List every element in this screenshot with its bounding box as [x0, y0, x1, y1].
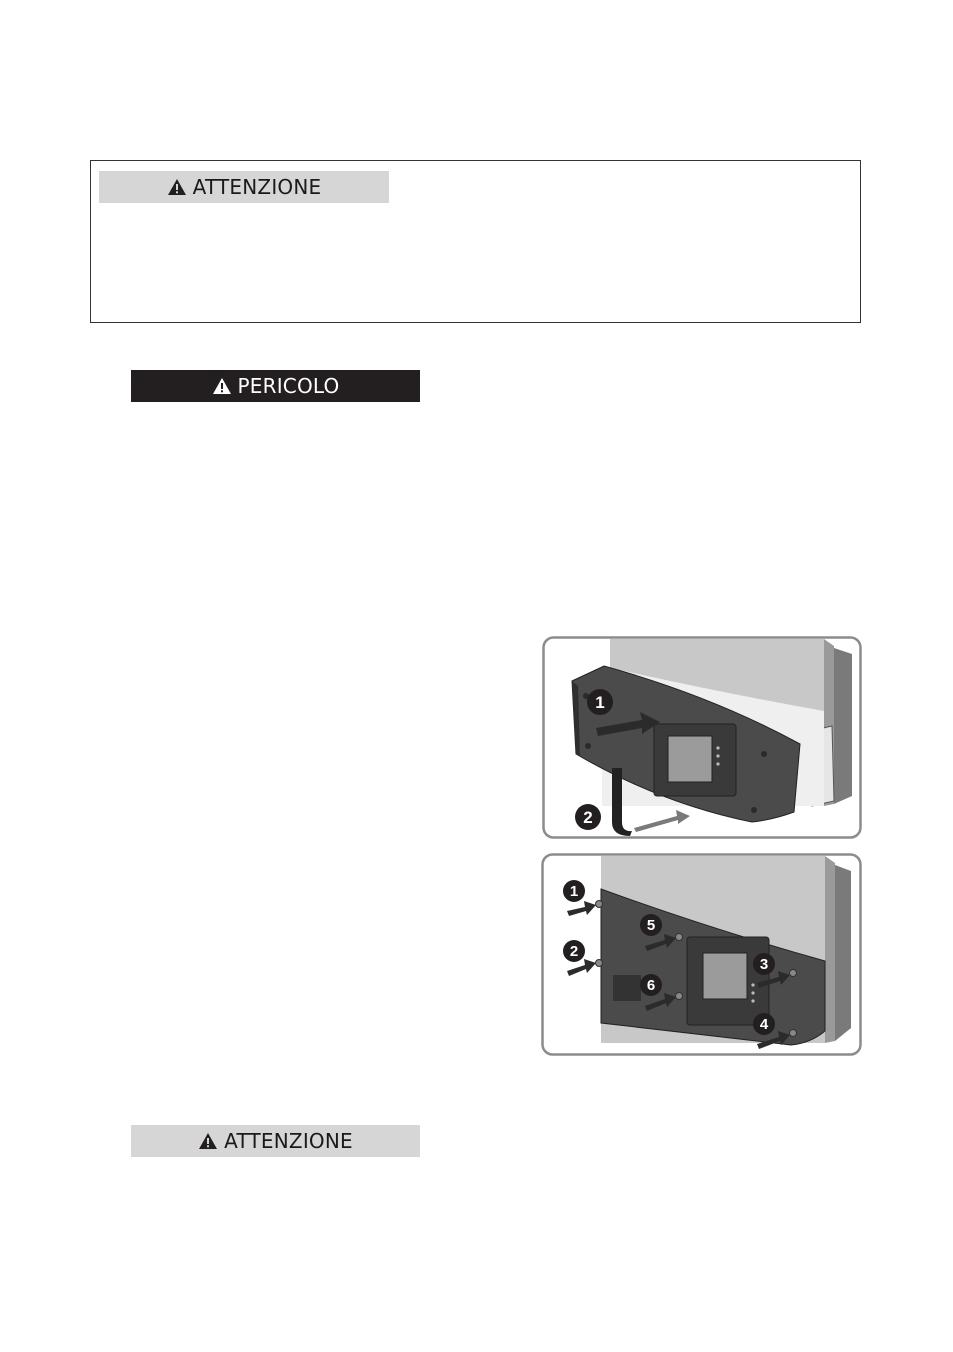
svg-text:2: 2	[569, 943, 579, 960]
step-badge-2	[575, 804, 601, 830]
screw-badge-6	[640, 974, 662, 996]
warning-triangle-icon	[212, 377, 232, 395]
screw-badge-2	[563, 940, 585, 962]
attention-label-text: ATTENZIONE	[192, 175, 322, 199]
svg-text:6: 6	[646, 977, 656, 994]
warning-triangle-icon	[167, 178, 187, 196]
danger-label	[131, 370, 420, 402]
svg-text:5: 5	[646, 917, 656, 934]
screw-badge-1	[563, 880, 585, 902]
danger-label-text: PERICOLO	[237, 374, 340, 398]
screw-sequence-figure	[541, 853, 862, 1057]
svg-text:1: 1	[595, 693, 605, 712]
svg-text:2: 2	[583, 808, 593, 827]
step-badge-1	[587, 689, 613, 715]
attention-label-top	[99, 171, 389, 203]
screw-badge-3	[753, 953, 775, 975]
cover-attach-figure	[542, 636, 862, 840]
svg-text:3: 3	[759, 956, 769, 973]
screw-badge-4	[753, 1013, 775, 1035]
svg-text:1: 1	[569, 883, 579, 900]
attention-label-text: ATTENZIONE	[224, 1129, 353, 1153]
screw-badge-5	[640, 914, 662, 936]
warning-triangle-icon	[198, 1132, 218, 1150]
svg-text:4: 4	[759, 1016, 769, 1033]
attention-label-bottom	[131, 1125, 420, 1157]
